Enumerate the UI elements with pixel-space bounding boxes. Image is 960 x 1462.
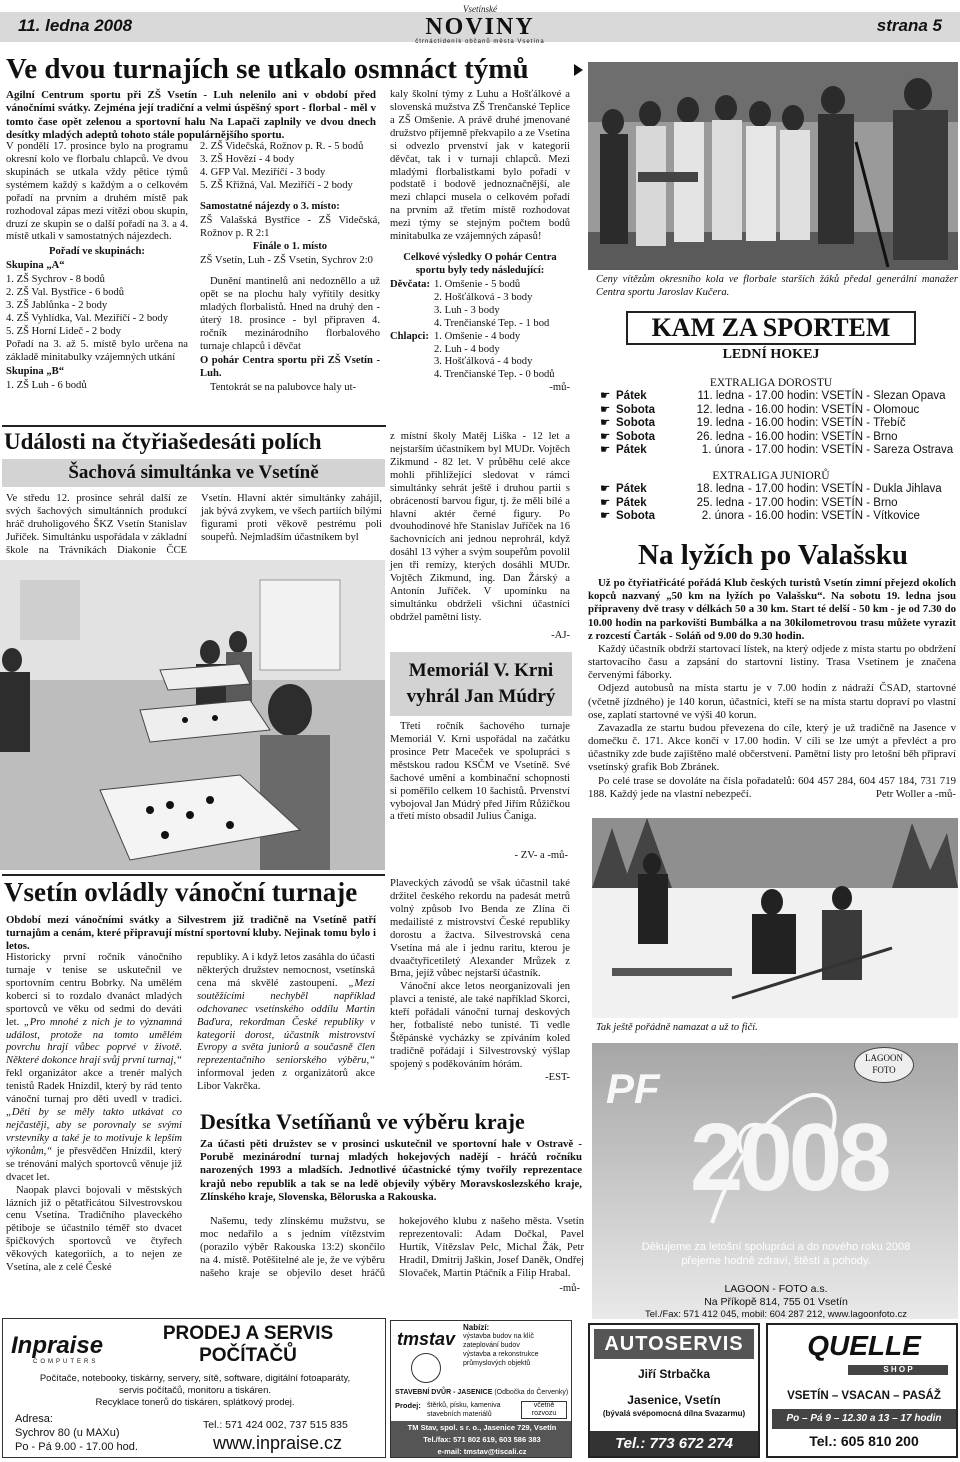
schedule-row — [600, 417, 960, 431]
pointing-hand-icon: ☛ — [600, 390, 611, 402]
offer-item: zateplování budov — [463, 1342, 520, 1349]
quote: „Děti by se měly takto utkávat co nejčastěji, aby se porovnaly se svými vrstevníky a také je to motivuje k lepším výkonům,“ — [6, 1107, 182, 1157]
pf-text: PF — [606, 1065, 660, 1112]
pointing-hand-icon: ☛ — [600, 417, 611, 430]
standing-row: 4. GFP Val. Meziříčí - 3 body — [200, 166, 326, 178]
tmstav-sell-label: Prodej: — [395, 1401, 421, 1410]
chess-sub-band — [2, 459, 385, 487]
result-row: 2. Hošťálková - 3 body — [434, 291, 533, 303]
tmstav-logo: tmstav — [397, 1329, 456, 1349]
article-chess-title: Události na čtyřiašedesáti polích — [4, 429, 322, 454]
pointing-hand-icon: ☛ — [600, 510, 611, 523]
offer-item: výstavba budov na klíč — [463, 1333, 534, 1340]
paragraph: informoval jeden z organizátorů akce Libor Vakrčka. — [197, 1068, 375, 1093]
tmstav-yard-name: STAVEBNÍ DVŮR - JASENICE — [395, 1389, 493, 1396]
inpraise-address: Sychrov 80 (u MAXu) — [15, 1427, 120, 1439]
paragraph: Po celé trase se dovoláte na čísla pořadatelů: 604 457 284, 604 457 184, 731 719 188. Každý jede na vlastní nebezpečí. — [588, 774, 956, 800]
standing-row: 1. ZŠ Luh - 6 bodů — [6, 379, 87, 391]
standing-row: 4. ZŠ Vyhlídka, Val. Meziříčí - 2 body — [6, 312, 169, 324]
subheading: Finále o 1. místo — [252, 241, 328, 253]
pf-greeting-1: Děkujeme za letošní spolupráci a do nového roku 2008 — [641, 1241, 911, 1253]
article-vanoce-col3 — [390, 878, 570, 1085]
article-florbal-col2 — [200, 141, 380, 396]
quelle-ad — [766, 1323, 958, 1458]
standing-row: 3. ZŠ Jablůnka - 2 body — [6, 300, 108, 312]
ski-photo — [592, 818, 958, 1018]
autoservis-ad — [588, 1323, 760, 1458]
schedule-row — [600, 444, 960, 458]
results-boys — [390, 331, 570, 383]
group-a-label: Skupina „A“ — [6, 260, 65, 272]
article-chess-col1: Ve středu 12. prosince sehrál další ze svých šachových simultánních produkcí hráč druholigového ŠKZ Vsetín Stanislav Juříček. Simultánku uspořádala v základní škole na Trávníkách Diakonie ČCE Vsetín. Hlavní aktér simultánky zahájil, jak bývá zvykem, ve všech partiích bílými figurami proti věkově pestrému poli soupeřů. Nejmladším účastníkem byl — [6, 493, 382, 556]
cup-name: O pohár Centra sportu při ZŠ Vsetín - Luh. — [200, 354, 380, 379]
tmstav-yard-note: (Odbočka do Červenky) — [494, 1389, 569, 1396]
article-chess-subtitle: Šachová simultánka ve Vsetíně — [68, 462, 319, 483]
arrow-icon — [574, 64, 583, 76]
tmstav-phone: Tel./fax: 571 802 619, 603 586 383 — [423, 1435, 541, 1444]
paragraph: Tentokrát se na palubovce haly ut- — [210, 381, 357, 393]
page-header — [0, 0, 960, 52]
result-row: 3. Luh - 3 body — [434, 304, 500, 316]
schedule-heading-1: EXTRALIGA DOROSTU — [709, 377, 833, 389]
article-vanoce-col1 — [6, 952, 182, 1275]
article-vanoce-col2 — [197, 952, 375, 1094]
autoservis-place: Jasenice, Vsetín — [627, 1393, 721, 1407]
article-ski-title: Na lyžích po Valašsku — [638, 539, 908, 571]
ski-photo-caption: Tak ještě pořádně namazat a už to fičí. — [596, 1022, 758, 1033]
schedule-match: - 17.00 hodin: VSETÍN - Slezan Opava — [748, 390, 946, 402]
inpraise-logo-sub: COMPUTERS — [33, 1359, 99, 1365]
inpraise-web[interactable]: www.inpraise.cz — [213, 1433, 343, 1453]
pointing-hand-icon: ☛ — [600, 496, 611, 509]
sell-item: stavebních materiálů — [427, 1411, 492, 1418]
certificate-icon — [411, 1353, 441, 1383]
author-sign: -AJ- — [551, 630, 570, 641]
schedule-heading-2: EXTRALIGA JUNIORŮ — [712, 470, 830, 482]
paragraph: Odjezd autobusů na místa startu je v 7.00 hodin z nádraží ČSAD, startovné (včetně jízdného) je 140 korun, účastníci, kteří se na místa startu dopraví po vlastní ose, zaplatí startovné ve výši 40 korun. — [588, 682, 956, 721]
lagoon-foto-logo: LAGOON FOTO — [854, 1047, 914, 1083]
inpraise-logo: Inpraise — [11, 1332, 104, 1359]
article-florbal-col1 — [6, 141, 188, 393]
result-row: 4. Trenčianské Tep. - 0 bodů — [434, 369, 555, 381]
group-b-list-continued — [200, 141, 380, 193]
schedule-row — [600, 404, 960, 418]
schedule-date: 11. ledna — [697, 390, 744, 402]
results-girls — [390, 279, 570, 331]
florbal-photo-caption: Ceny vítězům okresního kola ve florbale starších žáků předal generální manažer Centra sportu Jaroslav Kučera. — [596, 274, 958, 298]
paragraph: Už po čtyřiatřicáté pořádá Klub českých turistů Vsetín zimní přejezd okolích kopců nazvaný „50 km na lyžích po Valašsku“. Na sobotu 19. ledna jsou připraveny dvě trasy v délkách 50 a 30 km. Start té delší - 50 km - je od 7.30 do 10.00 hodin na parkovišti Bumbálka a na 30kilometrovou trasu můžete vyrazit z rozcestí Čarták - Soláň od 9.00 do 9.30 hodin. — [588, 577, 956, 642]
result-row: 1. Omšenie - 4 body — [434, 330, 521, 342]
autoservis-note: (bývalá svépomocná dílna Svazarmu) — [602, 1409, 746, 1418]
schedule-day: Pátek — [616, 496, 647, 509]
results-boys-list — [434, 331, 555, 383]
schedule-match: - 17.00 hodin: VSETÍN - Sareza Ostrava — [748, 444, 954, 457]
paragraph: V pondělí 17. prosince bylo na programu okresní kolo ve florbalu chlapců. Ve dvou skupinách se utkala vždy pětice týmů systémem každý s každým a o celkovém pořadí na prvním a druhém místě pak rozhodoval zápas mezi vítězi obou skupin, druzí ze skupin se o další pořadí na 3. a 4. místě utkali v samostatných nájezdech. — [6, 141, 188, 243]
schedule-row — [600, 497, 960, 511]
tmstav-contact-band — [391, 1421, 572, 1458]
schedule-match: - 16.00 hodin: VSETÍN - Olomouc — [748, 403, 920, 416]
schedule-match: - 16.00 hodin: VSETÍN - Vítkovice — [748, 510, 920, 523]
article-desitka-body: Našemu, tedy zlínskému mužstvu, se moc nedařilo a s jedním vítězstvím (porazilo výběr Rakouska 13:2) skončilo na 4. místě. Potěšitelné ale je, že ve výběru našeho kraje se objevilo deset hráčů hokejového klubu z našeho města. Vsetín reprezentovali: Adam Dočkal, Pavel Hurtík, Vítězslav Pelc, Michal Žák, Petr Hradil, Dmitrij Jaškin, Josef Daněk, Ondřej Slovaček, Martin Ptáčník a Filip Hrabal. — [200, 1216, 584, 1279]
results-boys-label: Chlapci: — [390, 330, 429, 342]
pf-contacts: Tel./Fax: 571 412 045, mobil: 604 287 212, www.lagoonfoto.cz — [645, 1309, 907, 1320]
florbal-team-photo — [588, 62, 958, 270]
tmstav-transport: včetně rozvozu — [521, 1401, 567, 1419]
sell-item: štěrků, písku, kameniva — [427, 1402, 501, 1409]
schedule-match: - 16.00 hodin: VSETÍN - Třebíč — [748, 417, 906, 430]
schedule-match: - 16.00 hodin: VSETÍN - Brno — [748, 430, 898, 443]
schedule-row — [600, 483, 960, 497]
schedule-juniori — [600, 483, 960, 524]
quelle-logo: QUELLE — [807, 1330, 921, 1361]
schedule-row — [600, 431, 960, 445]
masthead-small: Vsetínské — [463, 4, 497, 14]
kam-za-sportem-title: KAM ZA SPORTEM — [626, 311, 916, 345]
inpraise-hours: Po - Pá 9.00 - 17.00 hod. — [15, 1441, 138, 1453]
result-row: 2. Luh - 4 body — [434, 343, 500, 355]
pf-company: LAGOON - FOTO a.s. — [724, 1283, 828, 1295]
quelle-phone: Tel.: 605 810 200 — [809, 1433, 919, 1449]
masthead-title: NOVINY — [425, 13, 535, 40]
masthead-tagline: čtrnáctideník občanů města Vsetína — [415, 38, 545, 45]
schedule-date: 25. ledna — [696, 496, 744, 509]
group-a-list — [6, 274, 188, 339]
paragraph: kaly školní týmy z Luhu a Hošťálkové a slovenská mužstva ZŠ Trenčanské Teplice a ZŠ Omšenie. A právě druhé jmenované družstvo příjemně překvapilo a ze Vsetína si odvezlo prvenství jak v kategorii děvčat, tak i v turnaji chlapců. Mezi mladými florbalistkami bylo pořadí v podstatě i bodově jednoznačnější, ale mezi chlapci musela o celkovém pořadí na prvním až třetím místě rozhodovat mezi týmy se stejným počtem bodů minitabulka ze vzájemných zápasů! — [390, 89, 570, 243]
schedule-day: Pátek — [616, 483, 647, 495]
schedule-date: 19. ledna — [696, 417, 744, 430]
inpraise-title: PRODEJ A SERVIS POČÍTAČŮ — [162, 1323, 334, 1366]
pf-greeting-2: přejeme hodně zdraví, štěstí a pohody. — [681, 1255, 871, 1267]
article-ski-body — [588, 577, 956, 801]
paragraph: Dunění mantinelů ani nedozněllo a už opět se na plochu haly vyřítily desítky mladých florbalistů. Hned na druhý den - úterý 18. prosince - byl připraven 4. ročník mezinárodního florbalového turnaje chlapců i děvčat — [200, 276, 380, 352]
memorial-title-box — [390, 652, 572, 716]
kam-subtitle: LEDNÍ HOKEJ — [722, 347, 820, 362]
schedule-dorost — [600, 390, 960, 458]
schedule-day: Pátek — [616, 444, 647, 457]
standing-row: 5. ZŠ Křižná, Val. Meziříčí - 2 body — [200, 179, 353, 191]
result-row: 3. Hošťálková - 4 body — [434, 356, 533, 368]
inpraise-phone: Tel.: 571 424 002, 737 515 835 — [203, 1419, 348, 1431]
schedule-day: Sobota — [616, 430, 655, 443]
schedule-row — [600, 510, 960, 524]
tmstav-ad — [390, 1320, 572, 1458]
schedule-date: 2. února — [701, 510, 744, 523]
inpraise-ad — [2, 1318, 386, 1458]
standing-row: 1. ZŠ Sychrov - 8 bodů — [6, 274, 105, 286]
pf-address: Na Příkopě 814, 755 01 Vsetín — [704, 1296, 848, 1308]
article-florbal-col3 — [390, 89, 570, 396]
quelle-shop: S H O P — [848, 1365, 948, 1375]
autoservis-owner: Jiří Strbačka — [637, 1367, 711, 1381]
schedule-match: - 17.00 hodin: VSETÍN - Dukla Jihlava — [748, 483, 942, 495]
pointing-hand-icon: ☛ — [600, 403, 611, 416]
article-desitka-lead: Za účasti pěti družstev se v prosinci uskutečnil ve sportovní hale v Ostravě - Porubě mezinárodní turnaj mladých hokejových nadějí - hráčů ročníku narozených 1993 a mladších. Jednotlivé účastnické týmy tvořily reprezentace krajů nebo republik a tak se na ledě objevily výběry Moravskoslezského kraje, Zlínského kraje, Slovenska, Běloruska a Rakouska. — [200, 1138, 582, 1203]
paragraph: Historicky první ročník vánočního turnaje v tenise se uskutečnil ve sportovním centru Bobrky. Na umělém koberci si to rozdalo dvanáct mladých sportovců ve věku od sedmi do deváti let. — [6, 952, 182, 1028]
inpraise-address-label: Adresa: — [15, 1413, 53, 1425]
autoservis-phone: Tel.: 773 672 274 — [590, 1431, 758, 1456]
author-sign: -mů- — [549, 382, 570, 394]
result-row: 1. Omšenie - 5 bodů — [434, 278, 521, 290]
results-girls-list — [434, 279, 549, 331]
results-girls-label: Děvčata: — [390, 278, 431, 290]
group-b-list — [6, 380, 188, 393]
memorial-title: Memoriál V. Krni vyhrál Jan Múdrý — [406, 660, 556, 707]
tmstav-offer-list — [463, 1332, 571, 1368]
divider — [2, 425, 386, 427]
tmstav-offer-heading: Nabízí: — [463, 1323, 490, 1332]
pointing-hand-icon: ☛ — [600, 483, 611, 495]
masthead — [395, 4, 565, 46]
pointing-hand-icon: ☛ — [600, 430, 611, 443]
author-sign: -mů- — [559, 1283, 580, 1294]
pointing-hand-icon: ☛ — [600, 444, 611, 457]
author-sign: Petr Woller a -mů- — [875, 787, 956, 800]
article-chess-col3: z místní školy Matěj Liška - 12 let a nejstarším účastníkem byl MUDr. Vojtěch Zikmund - 82 let. V průběhu celé akce mohli přihlížející sledovat v rámci simultánky sehrát ještě i druhou partii s obráceností barvou figur, tj. že měli bílé a hlavní aktér černé figury. Po dvouhodinové hře Stanislav Juříček na 16 šachovnicích ani jednou neprohrál, když dosáhl 13 výher a svým soupeřům povolil jen tři remízy, kterých dosáhli MUDr. Vojtěch Zikmund, ing. Dan Žárský a Antonín Juříček. V upomínku na simultánku obdrželi všichni účastníci obdržel pamětní listy. — [390, 431, 570, 623]
tmstav-email: e-mail: tmstav@tiscali.cz — [437, 1447, 527, 1456]
article-vanoce-title: Vsetín ovládly vánoční turnaje — [4, 877, 358, 907]
article-florbal-title: Ve dvou turnajích se utkalo osmnáct týmů — [6, 53, 529, 85]
schedule-date: 1. února — [701, 444, 744, 457]
paragraph: Zavazadla ze startu budou převezena do cíle, který je už tradičně na Jasence v domečku č. 171. Akce končí v 17.00 hodin. V cíli se lze umýt a převléct a pro účastníky zde bude zajištěno malé občerstvení. Pamětní listy pro letošní běh připraví vsetínský grafik Bob Zbránek. — [588, 721, 956, 774]
paragraph: ZŠ Vsetín, Luh - ZŠ Vsetín, Sychrov 2:0 — [200, 255, 373, 267]
chess-photo — [0, 560, 385, 870]
paragraph: ZŠ Valašská Bystřice - ZŠ Videčská, Rožnov p. R 2:1 — [200, 214, 380, 239]
paragraph: řekl organizátor akce a trenér malých tenistů Radek Hnízdil, který by rád tento vánoční turnaj pro děti uvedl v tradici. — [6, 1068, 182, 1106]
schedule-day: Sobota — [616, 403, 655, 416]
quelle-address: VSETÍN – VSACAN – PASÁŽ — [787, 1390, 941, 1402]
paragraph: Každý účastník obdrží startovací lístek, na který odjede z místa startu po obdržení startovacího času a zapsání do startovní listiny. Trasa Vsetínem je značena červenými fáborky. — [588, 642, 956, 682]
tmstav-company: TM Stav, spol. s r. o., Jasenice 729, Vsetín — [407, 1423, 557, 1432]
schedule-day: Pátek — [616, 390, 647, 402]
paragraph: Vánoční akce letos neorganizovali jen plavci a tenisté, ale také například Skorci, kteří pořádali vánoční turnaj deskových her, fotbalisté nebo tunisté. Ti vedle Štěpánské vycházky se zpíváním koled tradičně pořádají i Silvestrovský výšlap spojený s poděkováním hórám. — [390, 981, 570, 1070]
schedule-date: 18. ledna — [696, 483, 744, 495]
inpraise-line3: Recyklace tonerů do tiskáren, splátkový prodej. — [95, 1397, 295, 1408]
quote: „Pro mnohé z nich je to významná událost, protože na tomto umělém povrchu hrají vůbec poprvé v životě. Některé dokonce hrají svůj první turnaj,“ — [6, 1016, 183, 1067]
offer-item: výstavba a rekonstrukce průmyslových objektů — [463, 1351, 539, 1367]
article-florbal-lead: Agilní Centrum sportu při ZŠ Vsetín - Luh nelenilo ani v období před vánočními svátky. Zejména její tradiční a velmi úspěšný sport - florbal - měl v tomto čase opět zelenou a sportovní halu Na Lapači zaplnily ve dvou dnech desítky mladých adeptů tohoto stále populárnějšího sportu. — [6, 89, 376, 142]
quelle-hours: Po – Pá 9 – 12.30 a 13 – 17 hodin — [772, 1409, 956, 1429]
paragraph: Pořadí na 3. až 5. místě bylo určena na základě minitabulky vzájemných utkání — [6, 338, 188, 363]
paragraph: Plaveckých závodů se však účastnil také držitel českého rekordu na padesát metrů volný způsob Ivo Benda ze Zlína či medailisté z mistrovství České republiky dorostu a žactva. Silvestrovská cena Vsetína má ale i jednu raritu, kterou je dvaačtyřicetiletý Alexander Mrůzek z Brna, jejíž vůbec nejstarší účastník. — [390, 878, 570, 980]
group-b-label: Skupina „B“ — [6, 365, 65, 377]
quote: „Mezi soutěžícími nechyběl například odchovanec vsetínského oddílu Martin Baďura, rekordman České republiky v kategorii dorost, účastník mistrovství Evropy a světa juniorů a současně člen reprezentačního seniorského výběru,“ — [197, 977, 375, 1067]
subheading: Celkové výsledky O pohár Centra sportu byly tedy následující: — [403, 252, 557, 276]
schedule-row — [600, 390, 960, 404]
schedule-day: Sobota — [616, 417, 655, 430]
subheading: Samostatné nájezdy o 3. místo: — [200, 200, 340, 212]
standing-row: 2. ZŠ Val. Bystřice - 6 bodů — [6, 287, 125, 299]
result-row: 4. Trenčianské Tep. - 1 bod — [434, 317, 550, 329]
tmstav-yard — [395, 1389, 568, 1398]
paragraph: Naopak plavci bojovali v městských lázních již o pětatřicátou Silvestrovskou cenu Vsetína. Tradičního plaveckého pětiboje se účastnilo téměř sto dvacet špičkových sportovců ve čtyřech věkových kategoriích, a to nejen ze Vsetína, ale z celé České — [6, 1184, 182, 1274]
page-number: strana 5 — [876, 16, 942, 35]
article-vanoce-lead: Období mezi vánočními svátky a Silvestrem již tradičně na Vsetíně patří turnajům a cenám, které připravují místní sportovní kluby. Nejinak tomu bylo i letos. — [6, 914, 376, 953]
schedule-date: 26. ledna — [696, 430, 744, 443]
schedule-match: - 17.00 hodin: VSETÍN - Brno — [748, 496, 898, 509]
inpraise-line1: Počítače, notebooky, tiskárny, servery, sítě, software, digitální fotoaparáty, — [39, 1373, 351, 1384]
standing-row: 5. ZŠ Horní Lideč - 2 body — [6, 325, 122, 337]
pf-year: 2008 — [690, 1104, 888, 1211]
standing-row: 3. ZŠ Hovězí - 4 body — [200, 153, 295, 165]
tmstav-sell-list — [427, 1401, 517, 1419]
author-sign: -EST- — [545, 1071, 570, 1083]
inpraise-line2: servis počítačů, monitoru a tiskáren. — [118, 1385, 272, 1396]
article-desitka-title: Desítka Vsetíňanů ve výběru kraje — [200, 1109, 525, 1134]
schedule-day: Sobota — [616, 510, 655, 523]
schedule-date: 12. ledna — [696, 403, 744, 416]
issue-date: 11. ledna 2008 — [18, 16, 133, 35]
memorial-text: Třetí ročník šachového turnaje Memoriál V. Krni uspořádal na začátku prosince Petr Maceček ve spolupráci s městskou radou KSČM ve Vsetíně. Své šachové umění a kombinační schopnosti si poměřilo celkem 10 šachistů. Prvenství vybojoval Jan Múdrý před Jiřím Růžičkou a třetí místo obsadil Julius Čaniga. — [390, 721, 570, 823]
author-sign: - ZV- a -mů- — [514, 850, 568, 861]
paragraph: republiky. A i když letos zasáhla do účasti některých družstev nemocnost, vsetínská cena má skvělé zastoupení. — [197, 952, 375, 989]
standing-row: 2. ZŠ Videčská, Rožnov p. R. - 5 bodů — [200, 141, 364, 152]
subheading: Pořadí ve skupinách: — [49, 246, 145, 258]
paragraph: je přesvědčen Hnízdil, který se trénování malých sportovců věnuje již dvacet let. — [6, 1145, 182, 1183]
autoservis-title: AUTOSERVIS — [594, 1329, 754, 1359]
